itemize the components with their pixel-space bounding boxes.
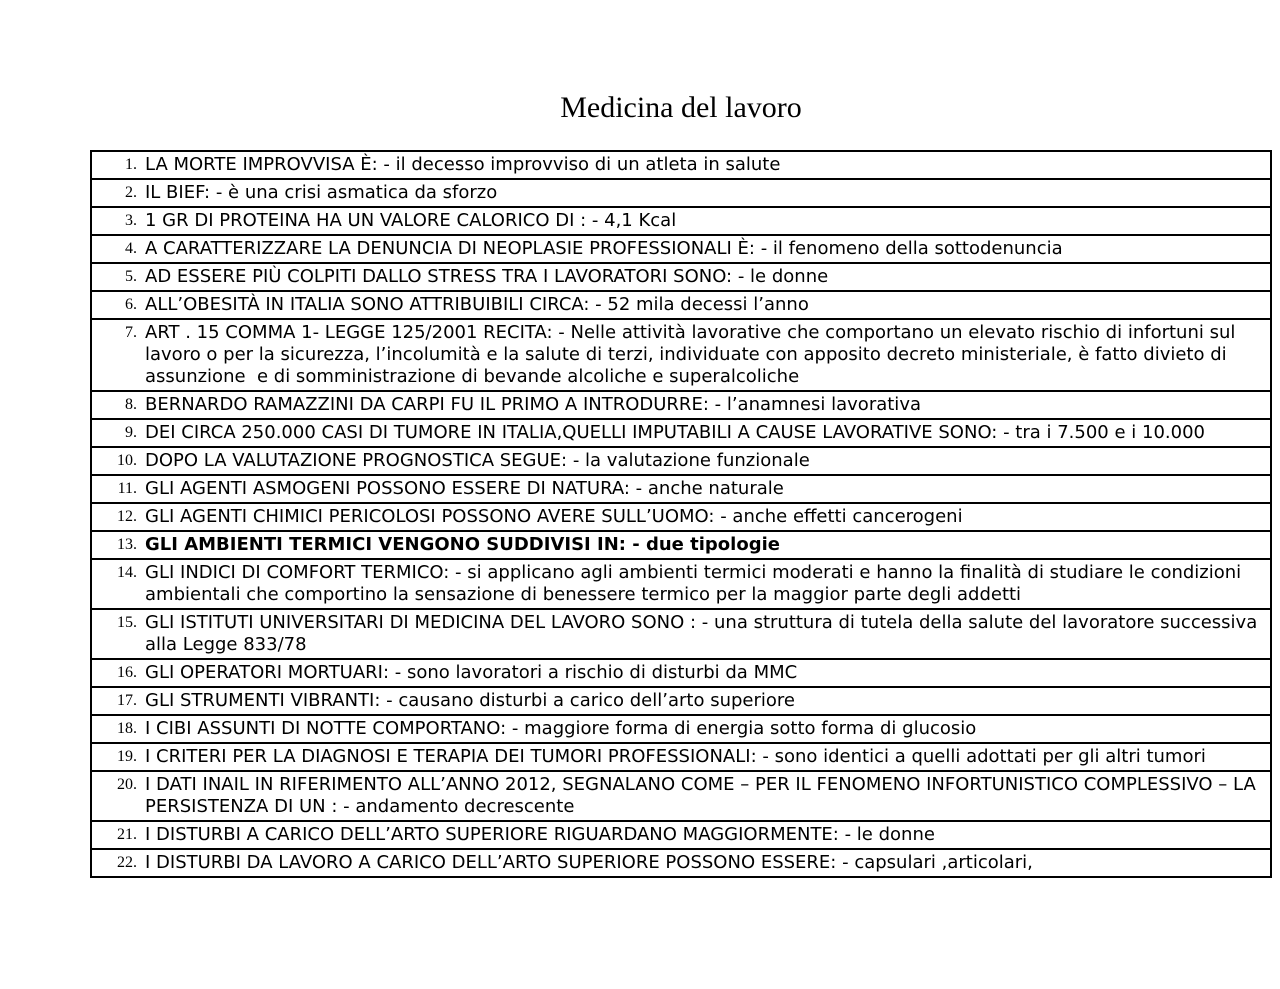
item-text: BERNARDO RAMAZZINI DA CARPI FU IL PRIMO A INTRODURRE: - l’anamnesi lavorativa [145,394,921,415]
list-item [100,322,1262,388]
table-row [91,319,1271,391]
table-row [91,503,1271,531]
item-number: 9. [125,424,137,441]
item-number: 4. [125,240,137,257]
page-title-container [90,90,1272,126]
table-cell [91,151,1271,179]
table-row [91,291,1271,319]
table-cell [91,419,1271,447]
item-number: 16. [117,664,137,681]
item-number: 20. [117,776,137,793]
item-number: 2. [125,184,137,201]
table-cell [91,531,1271,559]
item-text: ALL’OBESITÀ IN ITALIA SONO ATTRIBUIBILI CIRCA: - 52 mila decessi l’anno [145,294,809,315]
table-cell [91,179,1271,207]
list-item [100,478,1262,500]
list-item [100,612,1262,656]
list-item [100,506,1262,528]
item-text: I CRITERI PER LA DIAGNOSI E TERAPIA DEI TUMORI PROFESSIONALI: - sono identici a quelli adottati per gli altri tumori [145,746,1206,767]
item-number: 21. [117,826,137,843]
item-text: DOPO LA VALUTAZIONE PROGNOSTICA SEGUE: - la valutazione funzionale [145,450,810,471]
item-number: 17. [117,692,137,709]
item-number: 13. [117,536,137,553]
list-item [100,266,1262,288]
table-row [91,849,1271,877]
table-cell [91,207,1271,235]
table-row [91,151,1271,179]
question-answer-table [90,150,1272,878]
table-row [91,419,1271,447]
item-text: GLI AGENTI ASMOGENI POSSONO ESSERE DI NATURA: - anche naturale [145,478,784,499]
item-number: 12. [117,508,137,525]
item-text: I DISTURBI DA LAVORO A CARICO DELL’ARTO SUPERIORE POSSONO ESSERE: - capsulari ,articolari, [145,852,1033,873]
item-text: AD ESSERE PIÙ COLPITI DALLO STRESS TRA I LAVORATORI SONO: - le donne [145,266,829,287]
table-cell [91,715,1271,743]
table-cell [91,235,1271,263]
item-text: GLI AMBIENTI TERMICI VENGONO SUDDIVISI IN: - due tipologie [145,534,780,555]
list-item [100,450,1262,472]
list-item [100,238,1262,260]
table-row [91,531,1271,559]
list-item [100,294,1262,316]
item-number: 8. [125,396,137,413]
table-cell [91,475,1271,503]
table-row [91,559,1271,609]
table-row [91,179,1271,207]
list-item [100,662,1262,684]
table-row [91,263,1271,291]
table-row [91,743,1271,771]
table-cell [91,447,1271,475]
item-text: I CIBI ASSUNTI DI NOTTE COMPORTANO: - maggiore forma di energia sotto forma di glucosio [145,718,977,739]
table-cell [91,771,1271,821]
item-number: 10. [117,452,137,469]
item-number: 5. [125,268,137,285]
item-number: 22. [117,854,137,871]
item-text: GLI ISTITUTI UNIVERSITARI DI MEDICINA DEL LAVORO SONO : - una struttura di tutela della salute del lavoratore successiva alla Legge 833/78 [145,612,1263,655]
item-text: 1 GR DI PROTEINA HA UN VALORE CALORICO DI : - 4,1 Kcal [145,210,677,231]
list-item [100,210,1262,232]
item-number: 3. [125,212,137,229]
table-cell [91,263,1271,291]
list-item [100,852,1262,874]
table-cell [91,391,1271,419]
item-number: 11. [117,480,137,497]
item-text: I DISTURBI A CARICO DELL’ARTO SUPERIORE RIGUARDANO MAGGIORMENTE: - le donne [145,824,935,845]
table-row [91,447,1271,475]
item-text: LA MORTE IMPROVVISA È: - il decesso improvviso di un atleta in salute [145,154,781,175]
list-item [100,746,1262,768]
item-text: A CARATTERIZZARE LA DENUNCIA DI NEOPLASIE PROFESSIONALI È: - il fenomeno della sottodenuncia [145,238,1063,259]
table-cell [91,687,1271,715]
table-cell [91,743,1271,771]
table-row [91,659,1271,687]
item-text: GLI INDICI DI COMFORT TERMICO: - si applicano agli ambienti termici moderati e hanno la finalità di studiare le condizioni ambientali che comportino la sensazione di benessere termico per la maggior parte degli addetti [145,562,1247,605]
list-item [100,534,1262,556]
table-cell [91,503,1271,531]
table-row [91,207,1271,235]
table-row [91,609,1271,659]
item-number: 1. [125,156,137,173]
item-number: 6. [125,296,137,313]
table-cell [91,319,1271,391]
list-item [100,182,1262,204]
item-text: ART . 15 COMMA 1- LEGGE 125/2001 RECITA: - Nelle attività lavorative che comportano un elevato rischio di infortuni sul lavoro o per la sicurezza, l’incolumità e la salute di terzi, individuate con apposito decreto ministeriale, è fatto divieto di assunzione e di somministrazione di bevande alcoliche e superalcoliche [145,322,1242,387]
item-number: 19. [117,748,137,765]
item-number: 18. [117,720,137,737]
table-row [91,771,1271,821]
table-row [91,715,1271,743]
table-row [91,235,1271,263]
item-number: 7. [125,324,137,341]
table-cell [91,659,1271,687]
item-text: IL BIEF: - è una crisi asmatica da sforzo [145,182,498,203]
question-answer-table-body [91,151,1271,877]
item-text: DEI CIRCA 250.000 CASI DI TUMORE IN ITALIA,QUELLI IMPUTABILI A CAUSE LAVORATIVE SONO: - tra i 7.500 e i 10.000 [145,422,1205,443]
list-item [100,718,1262,740]
table-row [91,391,1271,419]
table-cell [91,291,1271,319]
table-cell [91,559,1271,609]
list-item [100,154,1262,176]
page-title: Medicina del lavoro [560,91,802,124]
list-item [100,690,1262,712]
table-row [91,687,1271,715]
item-text: GLI STRUMENTI VIBRANTI: - causano disturbi a carico dell’arto superiore [145,690,795,711]
table-cell [91,849,1271,877]
list-item [100,422,1262,444]
list-item [100,394,1262,416]
item-text: I DATI INAIL IN RIFERIMENTO ALL’ANNO 2012, SEGNALANO COME – PER IL FENOMENO INFORTUNISTICO COMPLESSIVO – LA PERSISTENZA DI UN : - andamento decrescente [145,774,1262,817]
table-cell [91,821,1271,849]
item-number: 15. [117,614,137,631]
item-text: GLI AGENTI CHIMICI PERICOLOSI POSSONO AVERE SULL’UOMO: - anche effetti cancerogeni [145,506,963,527]
table-cell [91,609,1271,659]
table-row [91,475,1271,503]
item-number: 14. [117,564,137,581]
list-item [100,824,1262,846]
item-text: GLI OPERATORI MORTUARI: - sono lavoratori a rischio di disturbi da MMC [145,662,798,683]
table-row [91,821,1271,849]
list-item [100,562,1262,606]
list-item [100,774,1262,818]
